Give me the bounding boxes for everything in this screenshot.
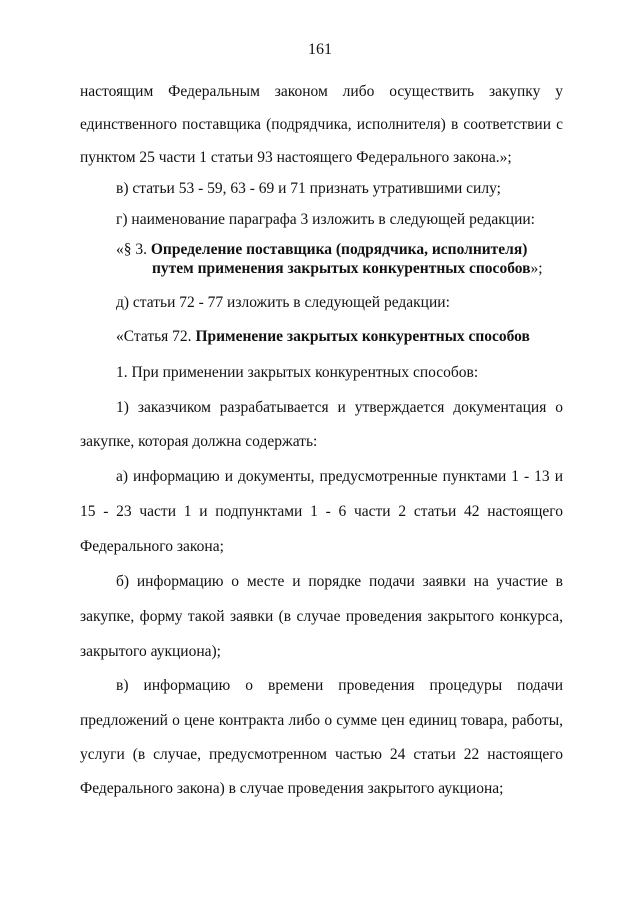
text-line: в) информацию о времени проведения процедуры подачи	[116, 677, 563, 694]
section-heading-prefix: «§ 3.	[116, 241, 151, 258]
text-line: услуги (в случае, предусмотренном частью 24 статьи 22 настоящего	[80, 746, 563, 763]
text-line: 1. При применении закрытых конкурентных способов:	[116, 364, 479, 381]
text-line: предложений о цене контракта либо о сумме цен единиц товара, работы,	[80, 712, 563, 729]
text-line: 1) заказчиком разрабатывается и утверждается документация о	[116, 399, 563, 416]
article-heading-title: Применение закрытых конкурентных способов	[195, 328, 530, 345]
text-line: закупке, форму такой заявки (в случае проведения закрытого конкурса,	[80, 608, 563, 625]
text-line: г) наименование параграфа 3 изложить в следующей редакции:	[116, 211, 535, 228]
text-line: а) информацию и документы, предусмотренные пунктами 1 - 13 и	[116, 468, 563, 485]
section-heading-title: Определение поставщика (подрядчика, исполнителя)	[150, 241, 528, 258]
text-line: закупке, которая должна содержать:	[80, 433, 318, 450]
text-line: 15 - 23 части 1 и подпунктами 1 - 6 части 2 статьи 42 настоящего	[80, 503, 563, 520]
section-heading-continued	[152, 260, 543, 278]
text-line: д) статьи 72 - 77 изложить в следующей редакции:	[116, 294, 450, 311]
text-line: пунктом 25 части 1 статьи 93 настоящего Федерального закона.»;	[80, 149, 512, 166]
article-heading	[116, 328, 530, 346]
text-line: в) статьи 53 - 59, 63 - 69 и 71 признать утратившими силу;	[116, 180, 501, 197]
section-heading-suffix: »;	[530, 260, 543, 277]
text-line: Федерального закона;	[80, 538, 224, 555]
text-line: б) информацию о месте и порядке подачи заявки на участие в	[116, 573, 563, 590]
section-heading	[116, 241, 527, 259]
text-line: закрытого аукциона);	[80, 643, 221, 660]
page-number: 161	[308, 41, 332, 58]
article-heading-prefix: «Статья 72.	[116, 328, 196, 345]
text-line: Федерального закона) в случае проведения закрытого аукциона;	[80, 780, 504, 797]
text-line: настоящим Федеральным законом либо осуществить закупку у	[80, 83, 563, 100]
section-heading-title-cont: путем применения закрытых конкурентных способов	[152, 260, 531, 277]
text-line: единственного поставщика (подрядчика, исполнителя) в соответствии с	[80, 116, 563, 133]
